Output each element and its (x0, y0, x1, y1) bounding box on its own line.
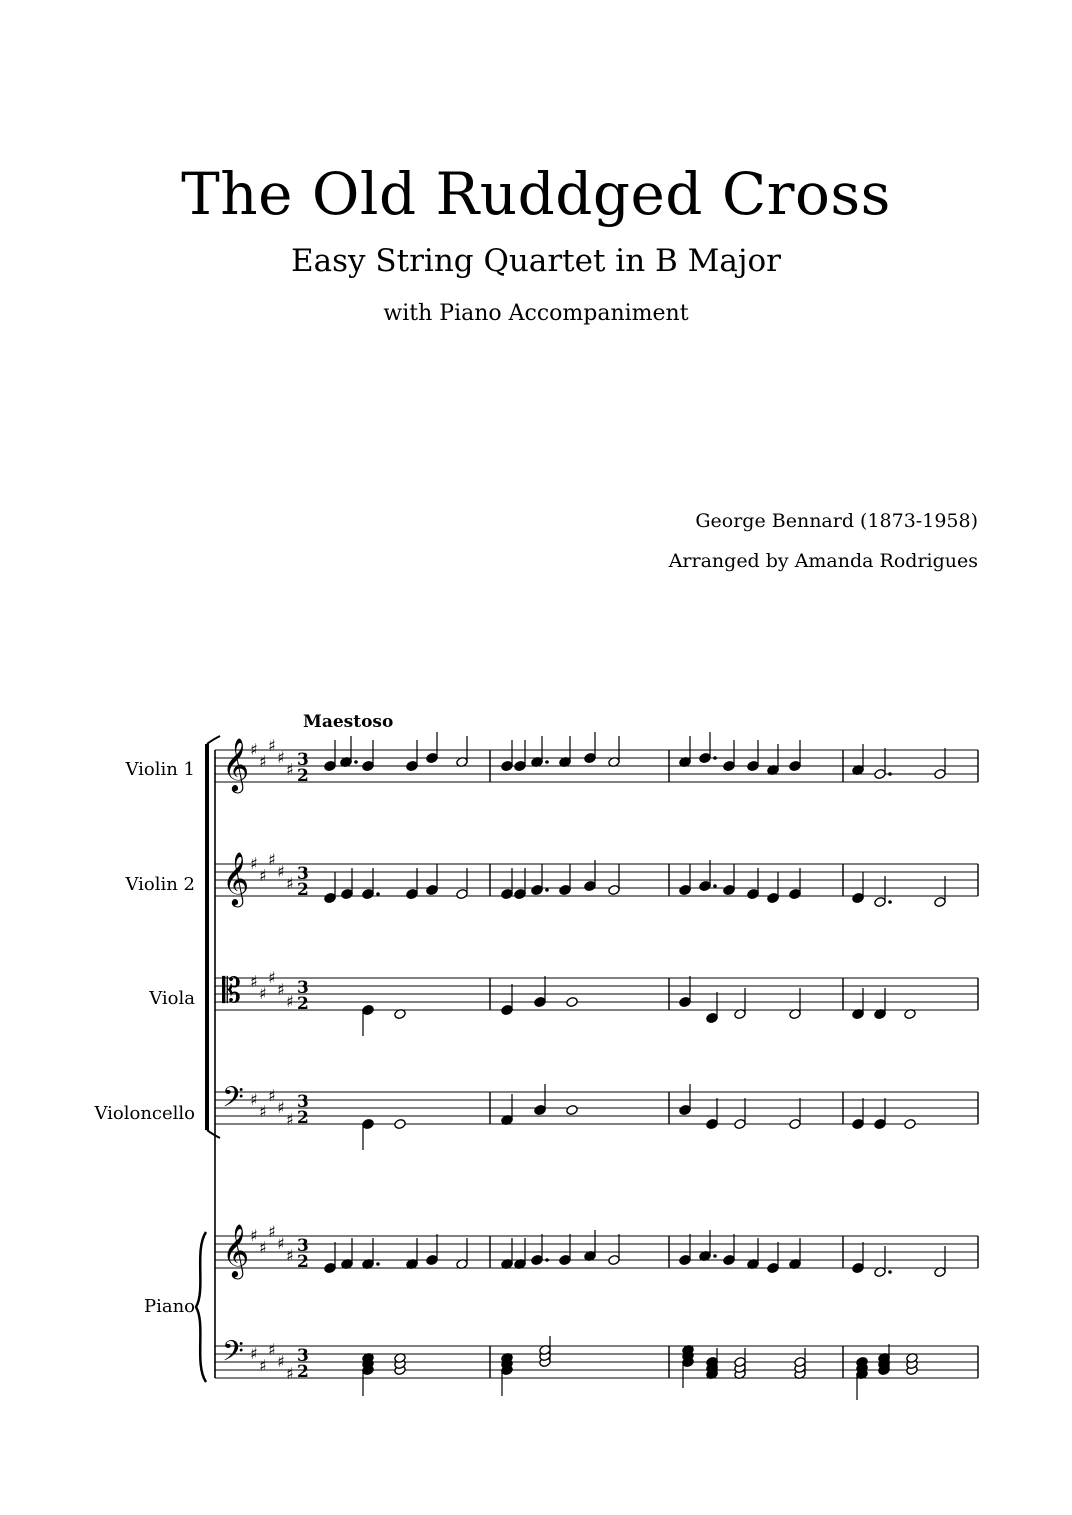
time-sig-numerator: 3 (297, 864, 309, 884)
instrument-label-viola: Viola (149, 988, 195, 1009)
notehead (679, 996, 692, 1007)
sharp-sign: ♯ (277, 1234, 285, 1253)
time-sig-numerator: 3 (297, 750, 309, 770)
treble-clef: 𝄞 (222, 737, 250, 791)
sharp-sign: ♯ (250, 1090, 258, 1109)
notehead (874, 896, 887, 907)
notehead (534, 996, 547, 1007)
arranger-credit: Arranged by Amanda Rodrigues (668, 550, 978, 572)
notehead (789, 760, 802, 771)
notehead (531, 884, 544, 895)
sharp-sign: ♯ (259, 752, 267, 771)
notehead (679, 1254, 692, 1265)
notehead (767, 892, 780, 903)
notehead (706, 1118, 719, 1129)
sharp-sign: ♯ (286, 1246, 294, 1265)
treble-clef: 𝄞 (222, 851, 250, 905)
notehead (362, 760, 375, 771)
time-sig-numerator: 3 (297, 1236, 309, 1256)
notehead (904, 1118, 917, 1129)
sharp-sign: ♯ (286, 760, 294, 779)
notehead (559, 884, 572, 895)
staff-lines (215, 750, 978, 1378)
sharp-sign: ♯ (250, 972, 258, 991)
notehead (426, 752, 439, 763)
sharp-sign: ♯ (250, 854, 258, 873)
sharp-sign: ♯ (268, 968, 276, 987)
notehead (852, 1118, 865, 1129)
time-sig-denominator: 2 (297, 880, 309, 900)
tempo-marking: Maestoso (303, 712, 394, 732)
notehead (852, 1262, 865, 1273)
sharp-sign: ♯ (250, 1344, 258, 1363)
sharp-sign: ♯ (286, 874, 294, 893)
composer-credit: George Bennard (1873-1958) (695, 510, 978, 532)
notehead (608, 1254, 621, 1265)
note-dot (713, 756, 717, 760)
sharp-sign: ♯ (268, 850, 276, 869)
score-subtitle: Easy String Quartet in B Major (291, 243, 781, 279)
notehead (534, 1104, 547, 1115)
notehead (559, 1254, 572, 1265)
notehead (608, 884, 621, 895)
note-dot (713, 1254, 717, 1258)
notehead (723, 1254, 736, 1265)
bracket-hook (207, 1130, 220, 1138)
instrument-label-piano: Piano (143, 1296, 195, 1317)
notehead (426, 1254, 439, 1265)
notehead (699, 880, 712, 891)
sharp-sign: ♯ (268, 1086, 276, 1105)
sharp-sign: ♯ (268, 1340, 276, 1359)
note-dot (888, 1270, 892, 1274)
notehead (734, 1118, 747, 1129)
instrument-label-violin2: Violin 2 (125, 874, 195, 895)
time-sig-denominator: 2 (297, 994, 309, 1014)
bass-clef: 𝄢 (222, 1335, 244, 1375)
sharp-sign: ♯ (286, 1110, 294, 1129)
notehead (394, 1118, 407, 1129)
sharp-sign: ♯ (250, 740, 258, 759)
sharp-sign: ♯ (286, 992, 294, 1011)
notehead (747, 888, 760, 899)
notehead (934, 768, 947, 779)
notehead (514, 760, 527, 771)
instrument-label-cello: Violoncello (94, 1103, 195, 1124)
sharp-sign: ♯ (277, 748, 285, 767)
note-dot (713, 884, 717, 888)
note-dot (545, 1258, 549, 1262)
notehead (874, 768, 887, 779)
sharp-sign: ♯ (268, 736, 276, 755)
notehead (679, 1104, 692, 1115)
notehead (324, 892, 337, 903)
note-dot (545, 760, 549, 764)
sharp-sign: ♯ (277, 862, 285, 881)
notehead (324, 760, 337, 771)
notehead (426, 884, 439, 895)
sharp-sign: ♯ (250, 1226, 258, 1245)
time-sig-denominator: 2 (297, 766, 309, 786)
note-dot (354, 760, 358, 764)
sharp-sign: ♯ (259, 1238, 267, 1257)
notehead (501, 1004, 514, 1015)
sharp-sign: ♯ (268, 1222, 276, 1241)
notehead (874, 1118, 887, 1129)
note-dot (376, 892, 380, 896)
sharp-sign: ♯ (277, 1098, 285, 1117)
alto-clef: 𝄡 (222, 971, 241, 1011)
notehead (362, 1118, 375, 1129)
notes (324, 732, 947, 1400)
notehead (341, 888, 354, 899)
note-dot (545, 888, 549, 892)
notehead (679, 884, 692, 895)
notehead (566, 996, 579, 1007)
notehead (501, 760, 514, 771)
time-sig-numerator: 3 (297, 1346, 309, 1366)
clefs-keys-times (222, 736, 309, 1383)
notehead (406, 760, 419, 771)
sharp-sign: ♯ (259, 1102, 267, 1121)
notehead (584, 752, 597, 763)
notehead (934, 896, 947, 907)
notehead (566, 1104, 579, 1115)
note-dot (376, 1262, 380, 1266)
sharp-sign: ♯ (277, 1352, 285, 1371)
notehead (456, 888, 469, 899)
time-sig-denominator: 2 (297, 1362, 309, 1382)
notehead (723, 884, 736, 895)
score-subsubtitle: with Piano Accompaniment (383, 301, 689, 326)
notehead (706, 1012, 719, 1023)
note-dot (888, 772, 892, 776)
time-sig-denominator: 2 (297, 1108, 309, 1128)
notehead (699, 752, 712, 763)
notehead (584, 880, 597, 891)
notehead (852, 892, 865, 903)
time-sig-numerator: 3 (297, 1092, 309, 1112)
notehead (723, 760, 736, 771)
time-sig-denominator: 2 (297, 1252, 309, 1272)
sharp-sign: ♯ (286, 1364, 294, 1383)
bass-clef: 𝄢 (222, 1081, 244, 1121)
sharp-sign: ♯ (259, 984, 267, 1003)
instrument-label-violin1: Violin 1 (125, 759, 195, 780)
notehead (531, 1254, 544, 1265)
notehead (362, 1004, 375, 1015)
sharp-sign: ♯ (277, 980, 285, 999)
score-title: The Old Ruddged Cross (181, 160, 891, 228)
piano-brace (196, 1232, 206, 1382)
notehead (324, 1262, 337, 1273)
bracket-hook (207, 736, 220, 744)
notehead (501, 888, 514, 899)
sharp-sign: ♯ (259, 866, 267, 885)
notehead (406, 888, 419, 899)
notehead (747, 760, 760, 771)
note-dot (888, 900, 892, 904)
treble-clef: 𝄞 (222, 1223, 250, 1277)
time-sig-numerator: 3 (297, 978, 309, 998)
notehead (789, 888, 802, 899)
notehead (514, 888, 527, 899)
notehead (362, 888, 375, 899)
notehead (789, 1118, 802, 1129)
notehead (767, 1262, 780, 1273)
sharp-sign: ♯ (259, 1356, 267, 1375)
barlines (196, 736, 978, 1382)
